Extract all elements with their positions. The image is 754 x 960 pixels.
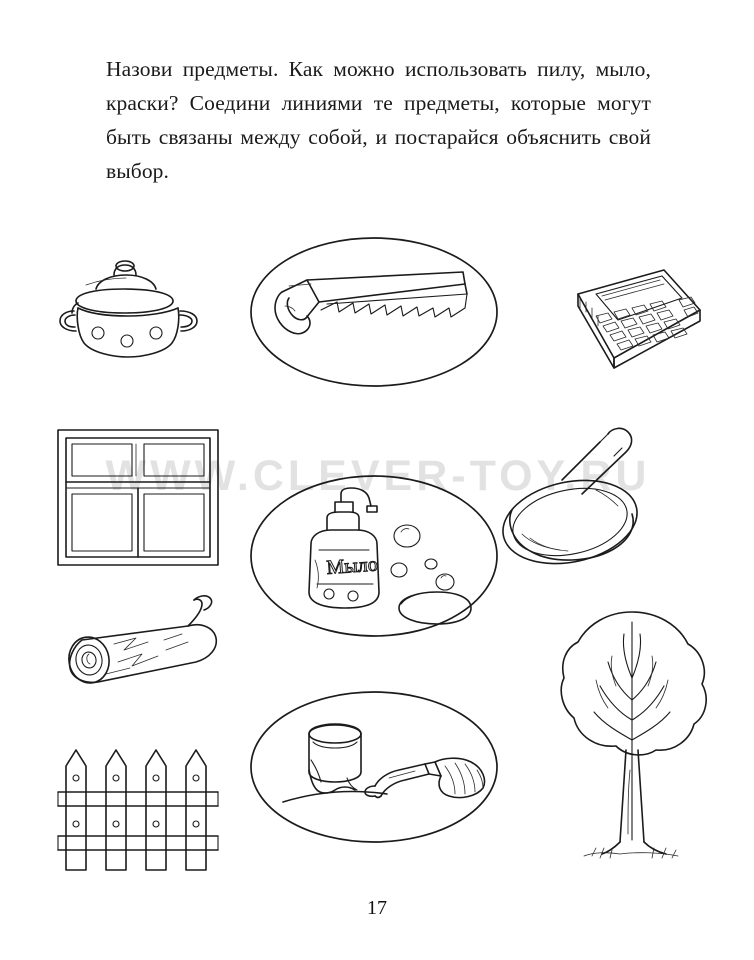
figure-soap (249, 474, 499, 639)
figure-paints (249, 690, 499, 845)
figure-frying-pan (496, 418, 706, 578)
instructions-text: Назови предметы. Как можно использовать пилу, мыло, краски? Соедини линиями те предметы, которые могут быть связаны между собой, и постарайся объяснить свой выбор. (106, 57, 651, 183)
svg-text:Мыло: Мыло (325, 553, 379, 579)
watermark: WWW.CLEVER-TOY.RU (105, 452, 651, 500)
figure-saw (249, 236, 499, 388)
figure-pot (52, 255, 222, 365)
figure-fence (50, 736, 250, 886)
figure-calculator (548, 258, 708, 383)
page-number: 17 (367, 897, 387, 919)
figure-log (46, 588, 236, 708)
figure-window (50, 420, 230, 575)
figure-tree (548, 590, 718, 890)
